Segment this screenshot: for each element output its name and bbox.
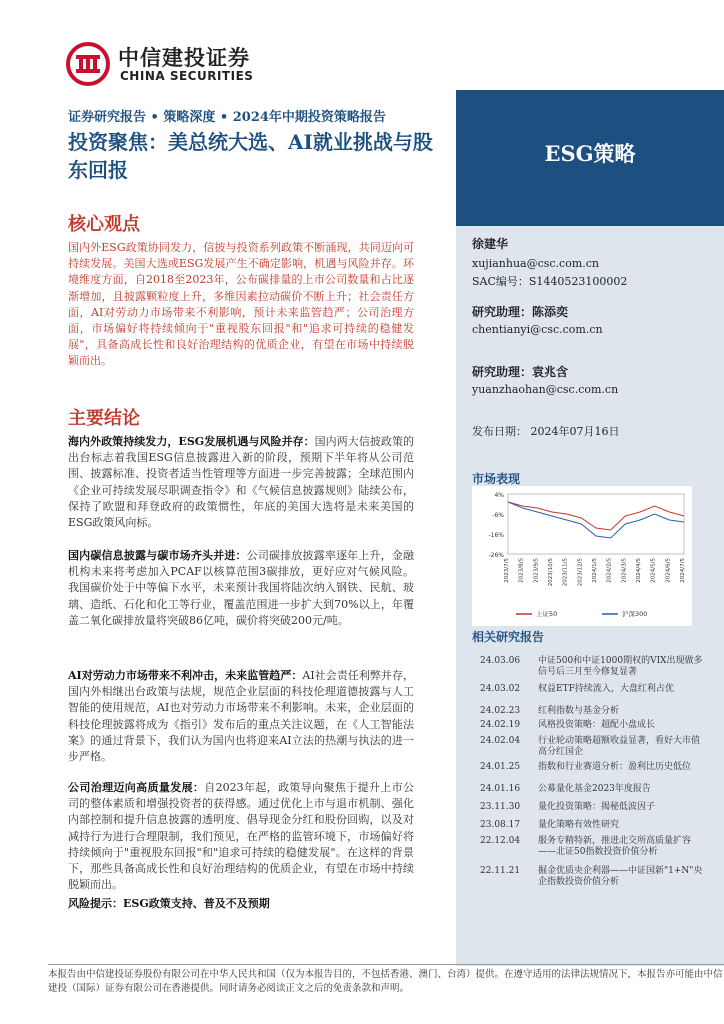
assistant-name: 研究助理：陈添奕: [472, 305, 569, 319]
related-report-date: 23.08.17: [480, 820, 521, 830]
footer-disclaimer: 本报告由中信建投证券股份有限公司在中华人民共和国（仅为本报告目的，不包括香港、澳门、台湾）提供。在遵守适用的法律法规情况下，本报告亦可能由中信建投（国际）证券有限公司在香港提供。同时请务必阅读正文之后的免责条款和声明。: [48, 969, 723, 994]
brand-cn: 中信建投证券: [118, 46, 250, 70]
related-report-title: 行业轮动策略超额收益显著，看好大市值高分红国企: [538, 736, 701, 757]
related-report-date: 23.11.30: [480, 802, 521, 812]
risk-warning: 风险提示：ESG政策支持、普及不及预期: [68, 897, 270, 910]
y-tick-label: -26%: [488, 552, 504, 559]
related-report-date: 24.03.06: [480, 656, 521, 666]
x-tick-label: 2024/2/5: [606, 558, 613, 583]
conclusion-item: [68, 434, 414, 531]
company-logo: [66, 40, 256, 90]
conclusion-bold: 国内碳信息披露与碳市场齐头并进：: [68, 549, 247, 562]
conclusion-item: [68, 548, 414, 629]
related-report-date: 24.02.19: [480, 720, 521, 730]
conclusion-text: 自2023年起，政策导向聚焦于提升上市公司的整体素质和增强投资者的获得感。通过优化上市与退市机制、强化内部控制和提升信息披露的透明度、倡导现金分红和股份回购，以及对减持行为进行合理限制，我们预见，在严格的监管环境下，市场偏好将持续倾向于"重视股东回报"和"追求可持续的稳健发展"。在这样的背景下，那些具备高成长性和良好治理结构的优质企业，有望在市场中持续脱颖而出。: [68, 781, 415, 892]
author-sac: SAC编号：S1440523100002: [472, 275, 628, 288]
x-tick-label: 2024/7/5: [680, 558, 686, 583]
legend-label: 沪深300: [622, 610, 648, 618]
related-report-title: 量化投资策略：揭秘低波因子: [538, 802, 656, 812]
market-chart-svg: [472, 486, 692, 626]
report-title: 投资聚焦：美总统大选、AI就业挑战与股东回报: [68, 130, 433, 182]
conclusion-bold: 海内外政策持续发力，ESG发展机遇与风险并存：: [68, 435, 315, 448]
related-report-title: 量化策略有效性研究: [538, 820, 620, 830]
assistant-email[interactable]: yuanzhaohan@csc.com.cn: [472, 383, 619, 396]
related-report-title: 服务专精特新，推进北交所高质量扩容——北证50指数投资价值分析: [538, 836, 692, 857]
related-report-date: 24.01.16: [480, 784, 521, 794]
related-report-title: 公募量化基金2023年度报告: [538, 784, 651, 794]
chart-plot-area: [508, 494, 684, 554]
related-report-title: 权益ETF持续流入，大盘红利占优: [538, 684, 674, 694]
x-tick-label: 2024/4/5: [636, 558, 642, 583]
logo-emblem-icon: [66, 42, 110, 86]
related-report-title: 红利指数与基金分析: [538, 706, 620, 716]
y-tick-label: -16%: [488, 532, 504, 539]
related-report-date: 24.02.04: [480, 736, 521, 746]
related-report-date: 24.01.25: [480, 762, 521, 772]
brand-en: CHINA SECURITIES: [120, 69, 254, 83]
conclusion-item: [68, 668, 414, 765]
series-line-0: [508, 502, 684, 530]
related-report-date: 24.03.02: [480, 684, 521, 694]
x-tick-label: 2023/8/5: [518, 558, 525, 583]
conclusion-bold: 公司治理迈向高质量发展：: [68, 781, 205, 794]
report-category-tag: ESG策略: [544, 141, 636, 166]
x-tick-label: 2024/3/5: [621, 558, 628, 583]
conclusion-text: 公司碳排放披露率逐年上升，金融机构未来将考虑加入PCAF以核算范围3碳排放，更好应对气候风险。我国碳价处于中等偏下水平，未来预计我国将陆次纳入钢铁、民航、玻璃、造纸、石化和化工等行业，覆盖范围进一步扩大到70%以上，年覆盖二氧化碳排放量将突破86亿吨，碳价将突破200元/吨。: [68, 549, 415, 627]
related-report-date: 22.12.04: [480, 836, 521, 846]
conclusion-text: 国内两大信披政策的出台标志着我国ESG信息披露进入新的阶段，预期下半年将从公司范围、披露标准、投资者适当性管理等方面进一步完善披露；全球范围内《企业可持续发展尽职调查指令》和《气候信息披露规则》陆续公布，保持了欧盟和拜登政府的政策惯性，年底的美国大选将是未来美国的ESG政策风向标。: [68, 435, 414, 530]
market-chart: [472, 486, 692, 626]
related-report-title: 中证500和中证1000期权的VIX出现做多信号后三月至今修复显著: [538, 656, 703, 677]
x-tick-label: 2023/7/5: [504, 558, 510, 583]
x-tick-label: 2024/6/5: [665, 558, 672, 583]
related-heading: 相关研究报告: [472, 630, 545, 644]
x-tick-label: 2023/11/5: [562, 558, 569, 587]
author-name: 徐建华: [472, 237, 509, 251]
assistant-email[interactable]: chentianyi@csc.com.cn: [472, 323, 603, 336]
assistant-name: 研究助理：袁兆含: [472, 365, 569, 379]
y-tick-label: -6%: [492, 512, 504, 519]
report-subtitle: 证券研究报告 • 策略深度 • 2024年中期投资策略报告: [68, 110, 386, 125]
conclusion-bold: AI对劳动力市场带来不利冲击，未来监管趋严：: [68, 669, 303, 682]
related-report-title: 风格投资策略：超配小盘成长: [538, 720, 656, 730]
x-tick-label: 2024/5/5: [650, 558, 657, 583]
x-tick-label: 2023/10/5: [548, 558, 554, 587]
x-tick-label: 2024/1/5: [592, 558, 598, 583]
y-tick-label: 4%: [494, 492, 504, 499]
related-report-title: 指数和行业赛道分析：盈利比历史低位: [538, 762, 692, 772]
core-text: 国内外ESG政策协同发力，信披与投资系列政策不断涌现，共同迈向可持续发展。美国大选或ESG发展产生不确定影响，机遇与风险并存。环境维度方面，自2018至2023年，公布碳排量的上市公司数量和占比逐渐增加，且披露颗粒度上升，多维因素拉动碳价不断上升；社会责任方面，AI对劳动力市场带来不利影响，预计未来监管趋严；公司治理方面，市场偏好将持续倾向于"重视股东回报"和"追求可持续的稳健发展"，具备高成长性和良好治理结构的优质企业，有望在市场中持续脱颖而出。: [68, 241, 414, 368]
core-heading: 核心观点: [68, 214, 140, 235]
x-tick-label: 2023/9/5: [533, 558, 540, 583]
conclusions-heading: 主要结论: [68, 408, 140, 429]
conclusion-item: [68, 780, 414, 893]
header-tag-bar: [456, 90, 724, 226]
market-heading: 市场表现: [472, 472, 521, 486]
legend-label: 上证50: [536, 610, 558, 618]
author-email[interactable]: xujianhua@csc.com.cn: [472, 257, 600, 270]
footer-divider: [48, 964, 724, 965]
publish-date: 发布日期： 2024年07月16日: [472, 425, 620, 438]
related-report-date: 24.02.23: [480, 706, 521, 716]
conclusion-text: AI社会责任利弊并存，国内外相继出台政策与法规，规范企业层面的科技伦理道德披露与人工智能的使用规范，AI也对劳动力市场带来不利影响。未来，企业层面的科技伦理披露将成为《指引》发布后的重点关注议题，在《人工智能法案》的通过背景下，我们认为国内也将迎来AI立法的热潮与执法的进一步严格。: [68, 669, 414, 764]
x-tick-label: 2023/12/5: [577, 558, 584, 587]
related-report-date: 22.11.21: [480, 866, 521, 876]
related-report-title: 掘金优质央企利器——中证国新"1+N"央企指数投资价值分析: [538, 866, 703, 887]
